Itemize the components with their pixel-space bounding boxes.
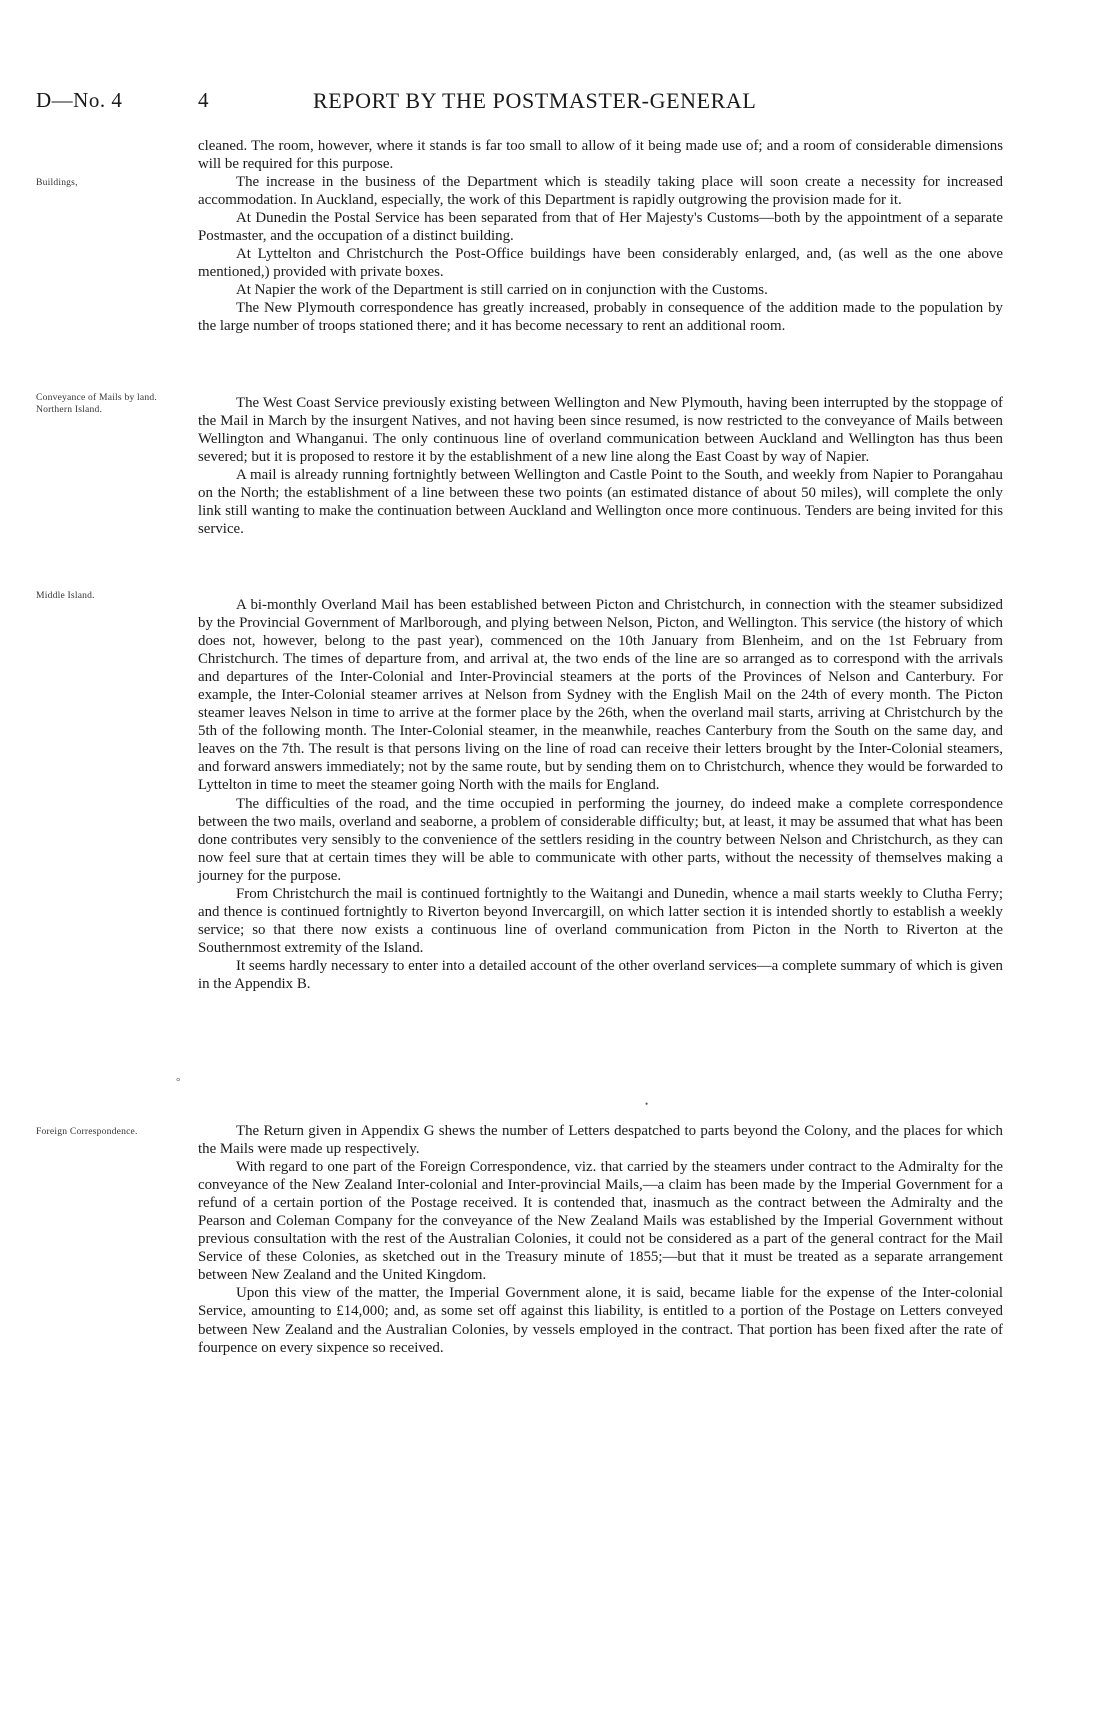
margin-note-conveyance: Conveyance of Mails by land. Northern Island. bbox=[36, 392, 157, 415]
paragraph: A mail is already running fortnightly between Wellington and Castle Point to the South, and weekly from Napier to Porangahau on the North; the establishment of a line between these two points (an estimated distance of about 50 miles), will complete the only link still wanting to make the continuation between Auckland and Wellington once more continuous. Tenders are being invited for this service. bbox=[198, 467, 1003, 538]
paragraph: The increase in the business of the Department which is steadily taking place will soon create a necessity for increased accommodation. In Auckland, especially, the work of this Department is rapidly outgrowing the provision made for it. bbox=[198, 174, 1003, 209]
paragraph: At Dunedin the Postal Service has been separated from that of Her Majesty's Customs—both by the appointment of a separate Postmaster, and the occupation of a distinct building. bbox=[198, 210, 1003, 245]
page-number: 4 bbox=[198, 88, 209, 112]
paragraph: From Christchurch the mail is continued fortnightly to the Waitangi and Dunedin, whence a mail starts weekly to Clutha Ferry; and thence is continued fortnightly to Riverton beyond Invercargill, on which latter section it is intended shortly to establish a weekly service; so that there now exists a continuous line of overland communication from Picton in the North to Riverton at the Southernmost extremity of the Island. bbox=[198, 885, 1003, 956]
page-title: REPORT BY THE POSTMASTER-GENERAL bbox=[313, 88, 757, 113]
paragraph: The difficulties of the road, and the time occupied in performing the journey, do indeed make a complete correspondence between the two mails, overland and seaborne, a problem of considerable difficulty; but, at least, it may be assumed that what has been done contributes very sensibly to the convenience of the settlers residing in the country between Nelson and Christchurch, as they can now feel sure that at certain times they will be able to communicate with other parts, without the necessity of themselves making a journey for the purpose. bbox=[198, 795, 1003, 884]
section-middle-island bbox=[198, 596, 1003, 993]
page-header bbox=[36, 88, 1076, 122]
paragraph: It seems hardly necessary to enter into a detailed account of the other overland services—a complete summary of which is given in the Appendix B. bbox=[198, 957, 1003, 992]
section-buildings bbox=[198, 137, 1003, 336]
margin-note-buildings: Buildings, bbox=[36, 177, 78, 188]
paragraph: The Return given in Appendix G shews the number of Letters despatched to parts beyond the Colony, and the places for which the Mails were made up respectively. bbox=[198, 1123, 1003, 1158]
stray-dot: • bbox=[645, 1099, 649, 1109]
paragraph: With regard to one part of the Foreign Correspondence, viz. that carried by the steamers under contract to the Admiralty for the conveyance of the New Zealand Inter-colonial and Inter-provincial Mails,—a claim has been made by the Imperial Government for a refund of a certain portion of the Postage received. It is contended that, inasmuch as the contract between the Admiralty and the Pearson and Coleman Company for the conveyance of the New Zealand Mails was established by the Imperial Government without previous consultation with the rest of the Australian Colonies, it could not be considered as a part of the general contract for the Mail Service of these Colonies, as sketched out in the Treasury minute of 1855;—but that it must be treated as a separate arrangement between New Zealand and the United Kingdom. bbox=[198, 1159, 1003, 1284]
paragraph: Upon this view of the matter, the Imperial Government alone, it is said, became liable for the expense of the Inter-colonial Service, amounting to £14,000; and, as some set off against this liability, is entitled to a portion of the Postage on Letters conveyed between New Zealand and the Australian Colonies, by vessels employed in the contract. That portion has been fixed after the rate of fourpence on every sixpence so received. bbox=[198, 1285, 1003, 1356]
paragraph: At Napier the work of the Department is still carried on in conjunction with the Customs. bbox=[236, 282, 768, 299]
paragraph: The West Coast Service previously existing between Wellington and New Plymouth, having been interrupted by the stoppage of the Mail in March by the insurgent Natives, and not having been since resumed, is now restricted to the conveyance of Mails between Wellington and Whanganui. The only continuous line of overland communication between Auckland and Wellington has thus been severed; but it is proposed to restore it by the establishment of a new line along the East Coast by way of Napier. bbox=[198, 395, 1003, 466]
document-reference: D—No. 4 bbox=[36, 88, 123, 112]
margin-note-foreign-correspondence: Foreign Correspondence. bbox=[36, 1126, 138, 1137]
paragraph: A bi-monthly Overland Mail has been established between Picton and Christchurch, in connection with the steamer subsidized by the Provincial Government of Marlborough, and plying between Nelson, Picton, and Wellington. This service (the history of which does not, however, belong to the past year), commenced on the 10th January from Blenheim, and on the 1st February from Christchurch. The times of departure from, and arrival at, the two ends of the line are so arranged as to correspond with the arrivals and departures of the Inter-Colonial and Inter-Provincial steamers at the ports of the Provinces of Nelson and Canterbury. For example, the Inter-Colonial steamer arrives at Nelson from Sydney with the English Mail on the 24th of every month. The Picton steamer leaves Nelson in time to arrive at the former place by the 26th, when the overland mail starts, arriving at Christchurch by the 5th of the following month. The Inter-Colonial steamer, in the meanwhile, reaches Canterbury from the South on the same day, and leaves on the 7th. The result is that persons living on the line of road can receive their letters brought by the Inter-Colonial steamers, and forward answers immediately; not by the same route, but by sending them on to Christchurch, whence they would be forwarded to Lyttelton in time to meet the steamer going North with the mails for England. bbox=[198, 597, 1003, 794]
margin-mark: ° bbox=[176, 1076, 181, 1088]
paragraph: At Lyttelton and Christchurch the Post-Office buildings have been considerably enlarged, and, (as well as the one above mentioned,) provided with private boxes. bbox=[198, 246, 1003, 281]
section-conveyance-northern-island bbox=[198, 394, 1003, 538]
margin-note-middle-island: Middle Island. bbox=[36, 590, 95, 601]
section-foreign-correspondence bbox=[198, 1122, 1003, 1357]
paragraph: cleaned. The room, however, where it stands is far too small to allow of it being made use of; and a room of considerable dimensions will be required for this purpose. bbox=[198, 138, 1003, 173]
paragraph: The New Plymouth correspondence has greatly increased, probably in consequence of the addition made to the population by the large number of troops stationed there; and it has become necessary to rent an additional room. bbox=[198, 300, 1003, 335]
